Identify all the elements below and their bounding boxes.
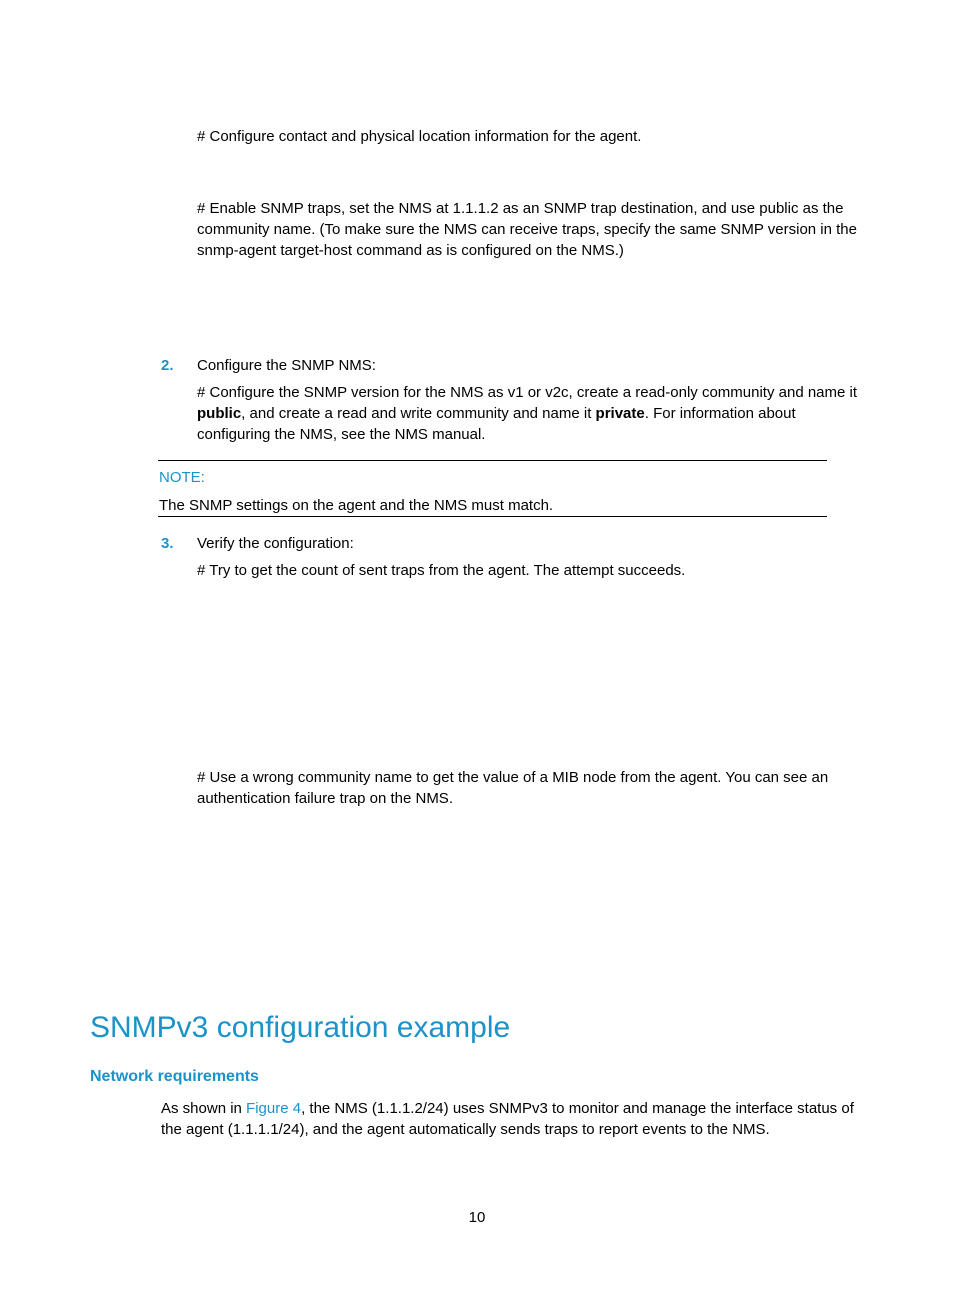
paragraph-network-requirements: As shown in Figure 4, the NMS (1.1.1.2/24) uses SNMPv3 to monitor and manage the interface status of the agent (1.1.1.1/24), and the agent automatically sends traps to report events to the NMS. — [161, 1100, 854, 1138]
figure-4-link[interactable]: Figure 4 — [246, 1100, 302, 1117]
paragraph-enable-traps: # Enable SNMP traps, set the NMS at 1.1.1.2 as an SNMP trap destination, and use public as the community name. (To make sure the NMS can receive traps, specify the same SNMP version in the snmp-agent target-host command as is configured on the NMS.) — [197, 200, 857, 259]
paragraph-wrong-community: # Use a wrong community name to get the value of a MIB node from the agent. You can see an authentication failure trap on the NMS. — [197, 769, 829, 807]
paragraph-contact-location: # Configure contact and physical location information for the agent. — [197, 128, 642, 145]
step-3-title: Verify the configuration: — [197, 535, 354, 552]
paragraph-configure-nms: # Configure the SNMP version for the NMS as v1 or v2c, create a read-only community and name it public, and create a read and write community and name it private. For information about configuring the NMS, see the NMS manual. — [197, 384, 858, 443]
section-heading: SNMPv3 configuration example — [90, 1011, 511, 1044]
step-3-number: 3. — [161, 535, 174, 552]
note-bottom-rule — [158, 516, 827, 517]
note-top-rule — [158, 460, 827, 461]
note-label: NOTE: — [159, 469, 205, 486]
paragraph-trap-count: # Try to get the count of sent traps from the agent. The attempt succeeds. — [197, 562, 686, 579]
subsection-heading: Network requirements — [90, 1068, 259, 1085]
step-2-title: Configure the SNMP NMS: — [197, 357, 376, 374]
step-2-number: 2. — [161, 357, 174, 374]
note-text: The SNMP settings on the agent and the NMS must match. — [159, 497, 554, 514]
bold-private: private — [595, 405, 645, 422]
bold-public: public — [197, 405, 242, 422]
page-number: 10 — [468, 1209, 486, 1226]
